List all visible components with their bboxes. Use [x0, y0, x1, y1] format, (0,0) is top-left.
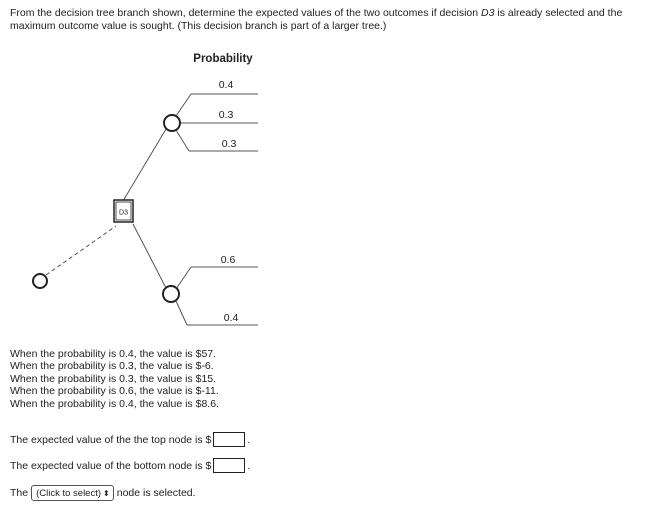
- value-line: When the probability is 0.6, the value is $-11.: [10, 385, 219, 398]
- values-list: [10, 348, 219, 410]
- top-prob-1: 0.4: [218, 79, 234, 91]
- value-line: When the probability is 0.3, the value is $-6.: [10, 360, 214, 373]
- bottom-node-answer-row: [10, 458, 250, 473]
- branch-d3-bottom: [133, 224, 166, 288]
- node-select-dropdown[interactable]: [31, 485, 114, 501]
- question-text: From the decision tree branch shown, determine the expected values of the two outcomes if decision D3 is already selected and the maximum outcome value is sought. (This decision branch is part of a larger tree.): [10, 7, 623, 32]
- decision-label: D3: [119, 209, 128, 217]
- outer-chance-node: [33, 274, 47, 288]
- bottom-chance-node: [163, 286, 179, 302]
- bottom-prob-1: 0.6: [220, 254, 236, 266]
- node-select-value: (Click to select): [36, 487, 102, 499]
- select-prefix: The: [10, 487, 29, 499]
- probability-header: Probability: [193, 53, 253, 65]
- value-line: When the probability is 0.4, the value is $8.6.: [10, 397, 219, 410]
- node-select-row: [10, 485, 196, 501]
- bottom-node-label: The expected value of the bottom node is $: [10, 459, 212, 472]
- top-chance-node: [164, 115, 180, 131]
- value-line: When the probability is 0.3, the value is $15.: [10, 372, 217, 385]
- dashed-branch: [46, 226, 116, 275]
- bottom-prob-2: 0.4: [223, 312, 239, 324]
- updown-arrows-icon: ⬍: [103, 488, 110, 498]
- top-node-label: The expected value of the the top node is $: [10, 433, 212, 446]
- question-d3: D3: [481, 7, 495, 19]
- top-node-answer-row: [10, 432, 250, 447]
- bottom-node-input[interactable]: [213, 458, 245, 473]
- value-line: When the probability is 0.4, the value is $57.: [10, 348, 217, 360]
- bottom-node-suffix: .: [247, 459, 251, 472]
- select-suffix: node is selected.: [116, 487, 196, 499]
- top-node-suffix: .: [247, 433, 251, 446]
- top-node-input[interactable]: [213, 432, 245, 447]
- top-prob-3: 0.3: [221, 138, 237, 150]
- branch-d3-top: [123, 129, 166, 201]
- top-prob-2: 0.3: [218, 109, 234, 121]
